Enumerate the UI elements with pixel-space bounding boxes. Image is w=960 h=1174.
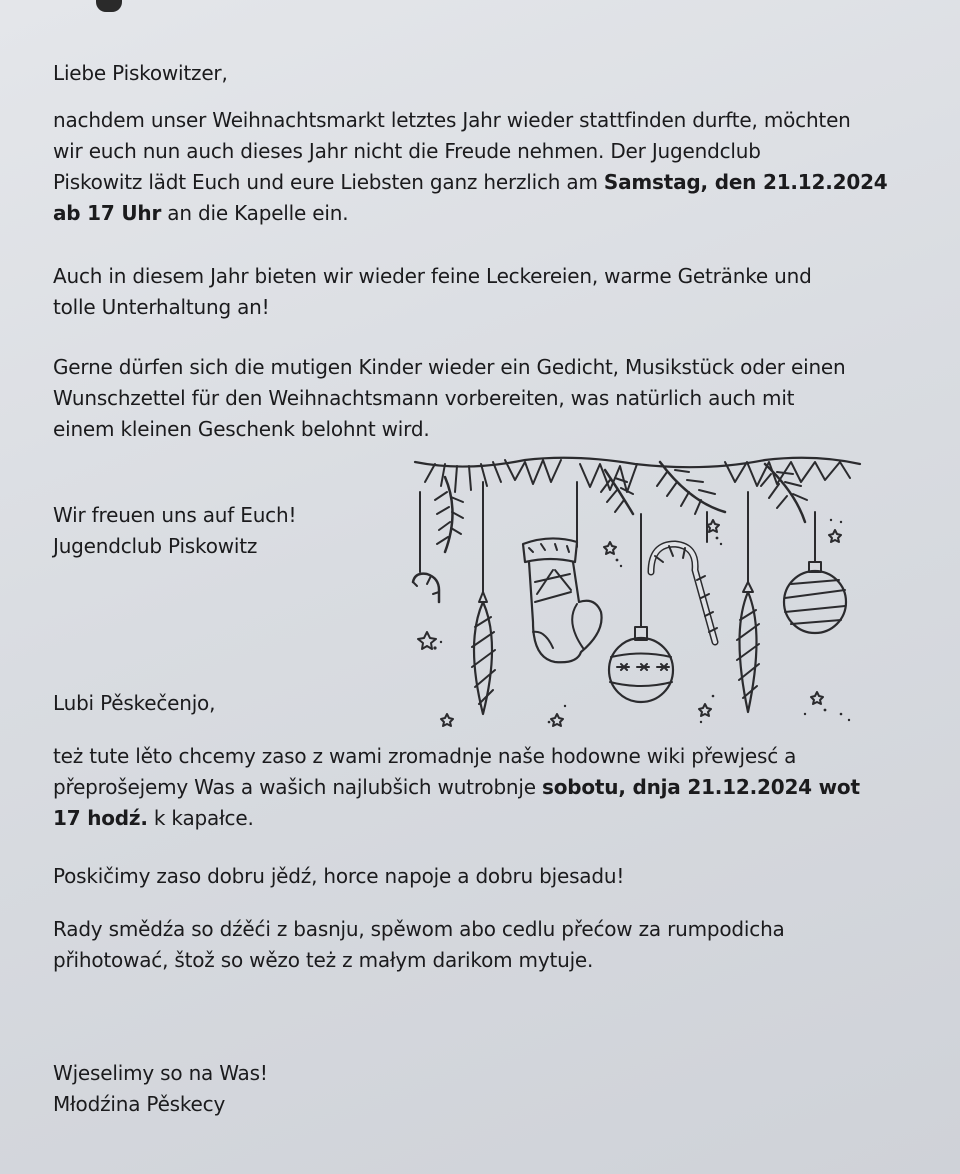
german-paragraph-3	[53, 352, 846, 445]
sorbian-p3-line2: přihotować, štož so wězo też z małym darikom mytuje.	[53, 948, 594, 972]
german-p3-line1: Gerne dürfen sich die mutigen Kinder wieder ein Gedicht, Musikstück oder einen	[53, 355, 846, 379]
german-p1-line2: wir euch nun auch dieses Jahr nicht die Freude nehmen. Der Jugendclub	[53, 139, 761, 163]
sorbian-p1-line3: k kapałce.	[147, 806, 254, 830]
ornaments-drawing	[405, 452, 865, 732]
german-greeting: Liebe Piskowitzer,	[53, 61, 228, 85]
christmas-ornaments-illustration	[405, 452, 865, 732]
german-paragraph-1	[53, 105, 888, 229]
german-p1-line4: an die Kapelle ein.	[161, 201, 349, 225]
german-closing: Wir freuen uns auf Euch!	[53, 503, 297, 527]
german-signature: Jugendclub Piskowitz	[53, 534, 258, 558]
sorbian-closing-block	[53, 1058, 268, 1120]
german-p2-line2: tolle Unterhaltung an!	[53, 295, 270, 319]
sorbian-paragraph-3	[53, 914, 785, 976]
german-p3-line2: Wunschzettel für den Weihnachtsmann vorbereiten, was natürlich auch mit	[53, 386, 795, 410]
german-closing-block	[53, 500, 296, 562]
sorbian-date-bold: sobotu, dnja 21.12.2024 wot	[542, 775, 860, 799]
sorbian-p1-line2: přeprošejemy Was a wašich najlubšich wutrobnje	[53, 775, 543, 799]
sorbian-greeting: Lubi Pěskečenjo,	[53, 691, 216, 715]
sorbian-signature: Młodźina Pěskecy	[53, 1092, 226, 1116]
sorbian-p1-line1: też tute lěto chcemy zaso z wami zromadnje naše hodowne wiki přewjesć a	[53, 744, 797, 768]
german-p1-line3: Piskowitz lädt Euch und eure Liebsten ganz herzlich am	[53, 170, 604, 194]
sorbian-paragraph-1	[53, 741, 860, 834]
german-p3-line3: einem kleinen Geschenk belohnt wird.	[53, 417, 430, 441]
paper-clip-mark	[96, 0, 122, 12]
german-date-bold: Samstag, den 21.12.2024	[603, 170, 888, 194]
german-p1-line1: nachdem unser Weihnachtsmarkt letztes Jahr wieder stattfinden durfte, möchten	[53, 108, 851, 132]
german-time-bold: ab 17 Uhr	[53, 201, 162, 225]
sorbian-paragraph-2: Poskičimy zaso dobru jědź, horce napoje a dobru bjesadu!	[53, 864, 625, 888]
sorbian-closing: Wjeselimy so na Was!	[53, 1061, 268, 1085]
german-p2-line1: Auch in diesem Jahr bieten wir wieder feine Leckereien, warme Getränke und	[53, 264, 812, 288]
sorbian-time-bold: 17 hodź.	[53, 806, 148, 830]
sorbian-p3-line1: Rady smědźa so dźěći z basnju, spěwom abo cedlu přećow za rumpodicha	[53, 917, 785, 941]
german-paragraph-2	[53, 261, 812, 323]
